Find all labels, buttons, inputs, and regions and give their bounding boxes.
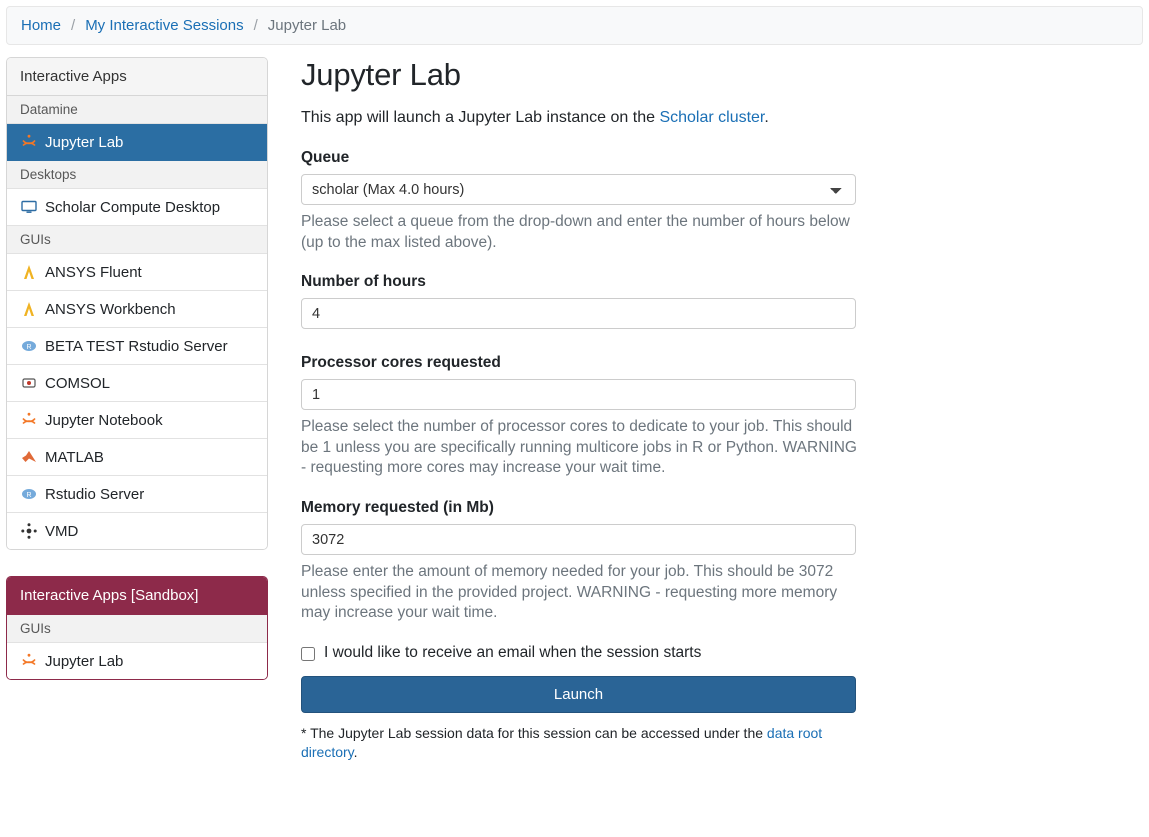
memory-label: Memory requested (in Mb) [301,499,494,517]
jupyter-icon [20,652,38,670]
sidebar-item-comsol[interactable] [7,365,267,402]
email-notification-row[interactable] [301,644,1123,662]
sidebar-group-desktops [7,161,267,189]
sidebar-item-label: Scholar Compute Desktop [45,198,221,216]
sidebar-item-jupyter-notebook[interactable] [7,402,267,439]
jupyter-icon [20,133,38,151]
breadcrumb-separator-1: / [71,17,76,34]
breadcrumb [6,6,1143,45]
sidebar-item-label: ANSYS Workbench [45,300,176,318]
cores-input[interactable] [301,379,856,410]
comsol-icon [20,374,38,392]
svg-text:R: R [26,492,32,499]
breadcrumb-current: Jupyter Lab [267,17,347,34]
main-content [268,57,1143,763]
ansys-icon [20,300,38,318]
field-memory [301,499,1123,624]
sidebar [6,57,268,706]
panel-interactive-apps [6,57,268,550]
sidebar-group-label: Desktops [20,167,77,182]
ansys-icon [20,263,38,281]
panel-sandbox-heading: Interactive Apps [Sandbox] [7,577,267,615]
sidebar-item-jupyter-lab[interactable] [7,124,267,161]
sidebar-item-ansys-fluent[interactable] [7,254,267,291]
cores-label: Processor cores requested [301,354,501,372]
page-body [0,45,1149,763]
page-title: Jupyter Lab [301,57,461,92]
memory-help: Please enter the amount of memory needed for your job. This should be 3072 unless specified in the provided project. WARNING - requesting more memory may increase your wait time. [301,563,838,622]
desktop-icon [20,198,38,216]
sandbox-item-jupyter-lab[interactable] [7,643,267,679]
field-hours [301,273,1123,350]
panel-interactive-apps-sandbox [6,576,268,680]
sidebar-item-label: Jupyter Notebook [45,411,163,429]
queue-help: Please select a queue from the drop-down and enter the number of hours below (up to the max listed above). [301,213,850,251]
sandbox-apps-list [7,615,267,679]
sidebar-item-label: Rstudio Server [45,485,145,503]
hours-input[interactable] [301,298,856,329]
sidebar-item-beta-test-rstudio-server[interactable] [7,328,267,365]
breadcrumb-my-interactive-sessions[interactable]: My Interactive Sessions [85,17,244,34]
intro-text [301,109,1123,127]
rstudio-icon [20,337,38,355]
sidebar-item-ansys-workbench[interactable] [7,291,267,328]
footnote-prefix: * The Jupyter Lab session data for this session can be accessed under the [301,724,767,741]
sidebar-item-rstudio-server[interactable] [7,476,267,513]
cores-help: Please select the number of processor cores to dedicate to your job. This should be 1 unless you are specifically running multicore jobs in R or Python. WARNING - requesting more cores may increase your wait time. [301,418,857,477]
sandbox-group-label: GUIs [20,621,51,636]
launch-button[interactable]: Launch [301,676,856,713]
intro-prefix: This app will launch a Jupyter Lab instance on the [301,109,660,126]
sidebar-item-label: MATLAB [45,448,104,466]
footnote-suffix: . [353,744,358,761]
breadcrumb-separator-2: / [253,17,258,34]
sidebar-group-guis [7,226,267,254]
sidebar-item-label: Jupyter Lab [45,133,124,151]
intro-suffix: . [764,109,769,126]
vmd-icon [20,522,38,540]
data-root-directory-link[interactable]: data root directory [301,724,823,761]
svg-text:R: R [26,344,32,351]
queue-label: Queue [301,149,350,166]
field-queue [301,149,1123,253]
queue-select[interactable] [301,174,856,205]
jupyter-icon [20,411,38,429]
sidebar-group-label: Datamine [20,102,78,117]
sidebar-item-label: COMSOL [45,374,111,392]
email-notification-label: I would like to receive an email when the session starts [324,643,702,661]
sidebar-item-label: ANSYS Fluent [45,263,142,281]
sidebar-item-vmd[interactable] [7,513,267,549]
scholar-cluster-link[interactable]: Scholar cluster [659,109,765,126]
footnote [301,724,861,763]
sidebar-item-label: BETA TEST Rstudio Server [45,337,228,355]
interactive-apps-list [7,96,267,549]
sidebar-item-label: VMD [45,522,79,540]
sidebar-group-label: GUIs [20,232,51,247]
sandbox-item-label: Jupyter Lab [45,652,124,670]
hours-label: Number of hours [301,273,426,291]
email-notification-checkbox[interactable] [301,647,315,661]
panel-interactive-apps-heading: Interactive Apps [7,58,267,96]
field-cores [301,354,1123,479]
memory-input[interactable] [301,524,856,555]
sidebar-item-scholar-compute-desktop[interactable] [7,189,267,226]
matlab-icon [20,448,38,466]
breadcrumb-home[interactable]: Home [21,17,62,34]
sidebar-item-matlab[interactable] [7,439,267,476]
rstudio-icon [20,485,38,503]
sandbox-group-guis [7,615,267,643]
sidebar-group-datamine [7,96,267,124]
